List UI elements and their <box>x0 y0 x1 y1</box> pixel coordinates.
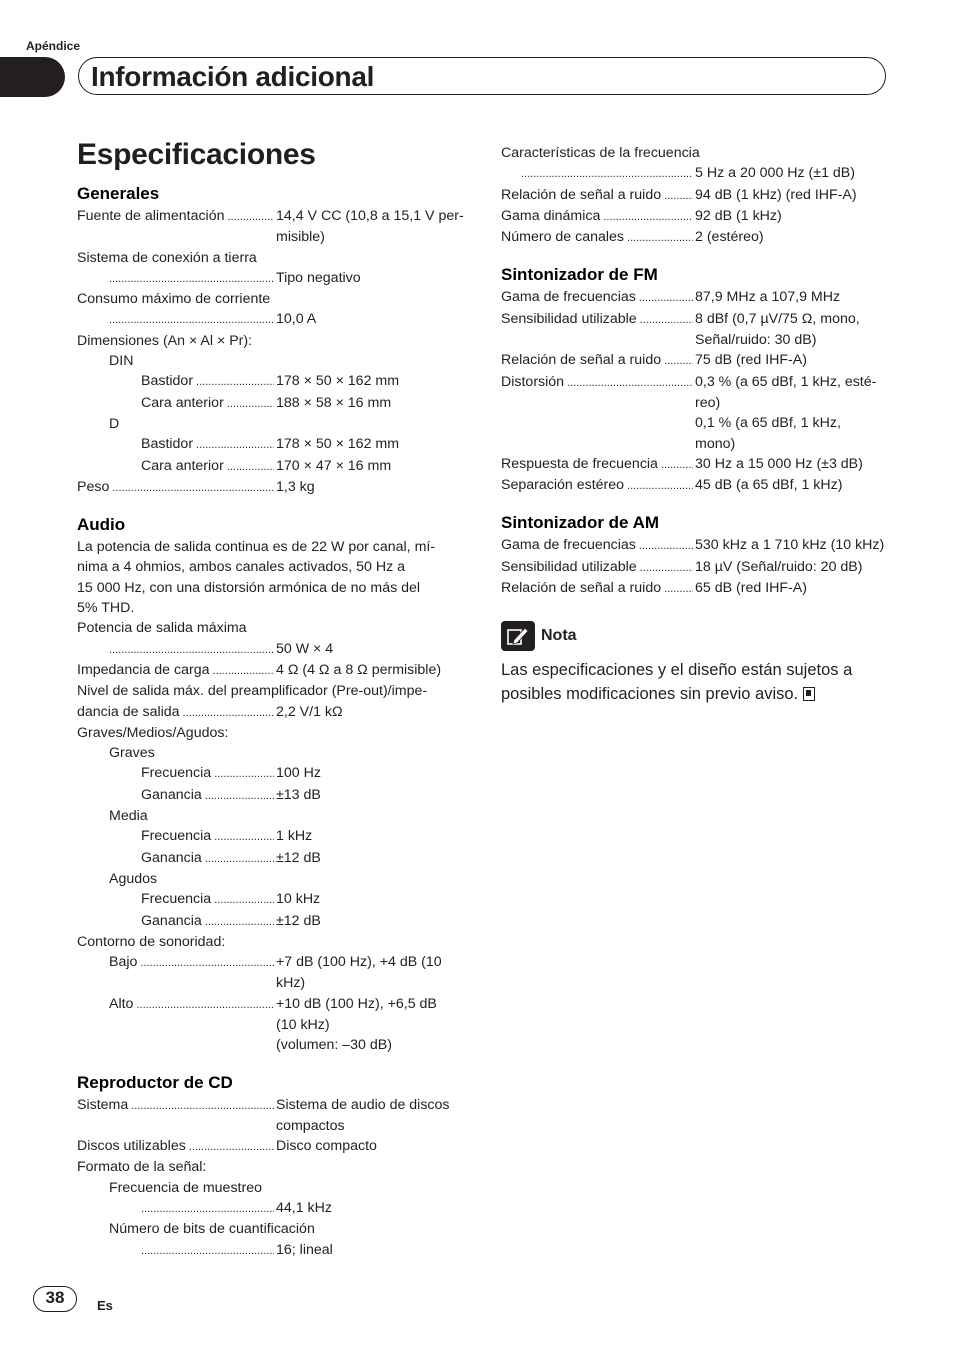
spec-label: Alto <box>109 995 134 1012</box>
spec-label: Frecuencia <box>141 891 212 908</box>
section-label: Apéndice <box>26 39 81 53</box>
note-title: Nota <box>541 627 577 645</box>
spec-label: Cara anterior <box>141 457 224 474</box>
spec-value: 14,4 V CC (10,8 a 15,1 V per- <box>276 208 464 224</box>
spec-value: 2 (estéreo) <box>695 229 764 246</box>
chapter-title-bar <box>78 57 886 95</box>
spec-value-cont: reo) <box>695 394 721 411</box>
spec-label: Frecuencia <box>141 765 212 782</box>
spec-label: Respuesta de frecuencia <box>501 455 658 472</box>
spec-value: 178 × 50 × 162 mm <box>276 373 400 390</box>
spec-value: 170 × 47 × 16 mm <box>276 457 392 474</box>
spec-label: Ganancia <box>141 786 202 803</box>
spec-label: Gama de frecuencias <box>501 289 636 306</box>
spec-label: Relación de señal a ruido <box>501 352 662 369</box>
paragraph-line: 5% THD. <box>77 600 135 617</box>
spec-label: Relación de señal a ruido <box>501 186 662 203</box>
spec-sublabel: Media <box>109 808 148 825</box>
spec-row <box>77 1198 469 1219</box>
spec-row <box>501 309 893 330</box>
spec-value-cont: (10 kHz) <box>276 1016 330 1033</box>
spec-row <box>77 477 469 498</box>
spec-row <box>77 371 469 392</box>
spec-row <box>77 206 469 227</box>
spec-row <box>501 163 893 184</box>
spec-row <box>77 763 469 784</box>
spec-value: 530 kHz a 1 710 kHz (10 kHz) <box>695 537 885 554</box>
spec-label: Sensibilidad utilizable <box>501 558 637 575</box>
spec-value: 0,3 % (a 65 dBf, 1 kHz, esté- <box>695 373 877 390</box>
section-heading-generales: Generales <box>77 184 160 203</box>
spec-row <box>77 848 469 869</box>
spec-row <box>77 639 469 660</box>
paragraph-line: 15 000 Hz, con una distorsión armónica de no más del <box>77 579 421 596</box>
end-mark-icon <box>803 687 815 701</box>
spec-label: Ganancia <box>141 912 202 929</box>
spec-label: Fuente de alimentación <box>77 208 225 224</box>
spec-value: 92 dB (1 kHz) <box>695 207 782 224</box>
spec-value: 16; lineal <box>276 1241 333 1258</box>
note-text <box>501 659 893 706</box>
spec-row <box>77 994 469 1015</box>
spec-value: Tipo negativo <box>276 269 361 286</box>
spec-row <box>501 372 893 393</box>
spec-sublabel: Graves <box>109 745 155 762</box>
spec-value-cont: compactos <box>276 1117 345 1134</box>
spec-label: Bastidor <box>141 373 194 390</box>
spec-value: 178 × 50 × 162 mm <box>276 436 400 453</box>
spec-row <box>501 227 893 248</box>
spec-row <box>77 952 469 973</box>
spec-row <box>77 911 469 932</box>
spec-value: +7 dB (100 Hz), +4 dB (10 <box>276 954 442 971</box>
spec-value: 94 dB (1 kHz) (red IHF-A) <box>695 186 857 203</box>
spec-value: 2,2 V/1 kΩ <box>276 703 343 720</box>
spec-label: Potencia de salida máxima <box>77 620 247 637</box>
spec-value: 18 µV (Señal/ruido: 20 dB) <box>695 558 863 575</box>
spec-value: 87,9 MHz a 107,9 MHz <box>695 289 841 306</box>
spec-label: dancia de salida <box>77 703 180 720</box>
spec-row <box>501 206 893 227</box>
spec-sublabel: Frecuencia de muestreo <box>109 1179 262 1196</box>
spec-value: 8 dBf (0,7 µV/75 Ω, mono, <box>695 310 860 327</box>
spec-row <box>501 350 893 371</box>
language-code: Es <box>97 1298 113 1313</box>
spec-value-cont: 0,1 % (a 65 dBf, 1 kHz, <box>695 415 841 432</box>
spec-row <box>501 185 893 206</box>
spec-sublabel: Agudos <box>109 870 158 887</box>
spec-label: Características de la frecuencia <box>501 145 700 161</box>
spec-label: Peso <box>77 478 110 495</box>
spec-value: Sistema de audio de discos <box>276 1096 450 1113</box>
spec-label: Formato de la señal: <box>77 1159 207 1176</box>
spec-row <box>501 578 893 599</box>
spec-value: ±12 dB <box>276 849 321 866</box>
spec-value: 5 Hz a 20 000 Hz (±1 dB) <box>695 165 855 182</box>
spec-value-cont: (volumen: –30 dB) <box>276 1037 392 1054</box>
spec-value-cont: Señal/ruido: 30 dB) <box>695 332 817 349</box>
spec-value: 50 W × 4 <box>276 640 334 657</box>
spec-value: 65 dB (red IHF-A) <box>695 580 807 597</box>
spec-label: Número de canales <box>501 229 625 246</box>
paragraph-line: La potencia de salida continua es de 22 W por canal, mí- <box>77 539 436 556</box>
spec-row <box>501 535 893 556</box>
spec-value: 1 kHz <box>276 828 313 845</box>
section-heading-audio: Audio <box>77 515 126 535</box>
spec-value: +10 dB (100 Hz), +6,5 dB <box>276 995 437 1012</box>
section-heading-cd: Reproductor de CD <box>77 1072 233 1092</box>
spec-label: Sistema <box>77 1096 129 1113</box>
spec-value: 75 dB (red IHF-A) <box>695 352 807 369</box>
spec-value: 30 Hz a 15 000 Hz (±3 dB) <box>695 455 863 472</box>
spec-label: Gama de frecuencias <box>501 537 636 554</box>
spec-row <box>77 268 469 289</box>
chapter-title: Información adicional <box>91 61 375 92</box>
spec-row <box>77 309 469 330</box>
spec-label: Bastidor <box>141 436 194 453</box>
section-heading-fm: Sintonizador de FM <box>501 265 658 285</box>
spec-label: Distorsión <box>501 373 565 390</box>
spec-row <box>77 660 469 681</box>
spec-value-cont: kHz) <box>276 975 306 992</box>
spec-label: Consumo máximo de corriente <box>77 291 271 308</box>
spec-row <box>77 702 469 723</box>
spec-row <box>77 889 469 910</box>
spec-value: 188 × 58 × 16 mm <box>276 394 392 411</box>
spec-label: Contorno de sonoridad: <box>77 933 226 950</box>
note-header <box>501 621 893 651</box>
spec-label: Discos utilizables <box>77 1138 186 1155</box>
spec-label: Ganancia <box>141 849 202 866</box>
spec-label: Impedancia de carga <box>77 661 210 678</box>
spec-value: 44,1 kHz <box>276 1200 332 1217</box>
spec-value: 10,0 A <box>276 311 317 328</box>
spec-value: 4 Ω (4 Ω a 8 Ω permisible) <box>276 661 442 678</box>
spec-row <box>77 434 469 455</box>
spec-label: Bajo <box>109 954 138 971</box>
page-title: Especificaciones <box>77 138 316 171</box>
spec-value: ±12 dB <box>276 912 321 929</box>
spec-label: Gama dinámica <box>501 207 601 224</box>
spec-row <box>77 826 469 847</box>
spec-value: 10 kHz <box>276 891 321 908</box>
spec-row <box>77 393 469 414</box>
section-heading-am: Sintonizador de AM <box>501 513 660 533</box>
spec-sublabel: D <box>109 415 120 432</box>
spec-row <box>77 456 469 477</box>
spec-label: Relación de señal a ruido <box>501 580 662 597</box>
spec-sublabel: Número de bits de cuantificación <box>109 1221 315 1238</box>
page-number: 38 <box>33 1286 77 1312</box>
spec-value: 45 dB (a 65 dBf, 1 kHz) <box>695 477 843 494</box>
spec-row <box>501 557 893 578</box>
spec-label: Separación estéreo <box>501 477 625 494</box>
spec-value: ±13 dB <box>276 786 321 803</box>
spec-row <box>77 1136 469 1157</box>
left-column <box>77 183 469 1261</box>
right-column <box>501 143 893 706</box>
spec-value: Disco compacto <box>276 1138 377 1155</box>
spec-label: Cara anterior <box>141 394 224 411</box>
pencil-note-icon <box>501 621 535 651</box>
spec-row <box>501 475 893 496</box>
spec-label: Nivel de salida máx. del preamplificador (Pre-out)/impe- <box>77 683 428 700</box>
spec-sublabel: DIN <box>109 353 134 370</box>
spec-label: Dimensiones (An × Al × Pr): <box>77 332 253 349</box>
spec-value: 1,3 kg <box>276 478 315 495</box>
spec-row <box>501 287 893 308</box>
spec-value: 100 Hz <box>276 765 321 782</box>
spec-label: Sensibilidad utilizable <box>501 310 637 327</box>
note-body: Las especificaciones y el diseño están sujetos a posibles modificaciones sin previo aviso. <box>501 661 853 703</box>
spec-label: Sistema de conexión a tierra <box>77 249 257 266</box>
spec-row <box>77 1095 469 1116</box>
spec-value-cont: misible) <box>276 229 325 246</box>
spec-row <box>77 1240 469 1261</box>
spec-label: Graves/Medios/Agudos: <box>77 724 229 741</box>
spec-row <box>77 785 469 806</box>
spec-label: Frecuencia <box>141 828 212 845</box>
spec-row <box>501 454 893 475</box>
spec-value-cont: mono) <box>695 435 736 452</box>
paragraph-line: nima a 4 ohmios, ambos canales activados, 50 Hz a <box>77 559 406 576</box>
chapter-tab <box>0 57 65 97</box>
